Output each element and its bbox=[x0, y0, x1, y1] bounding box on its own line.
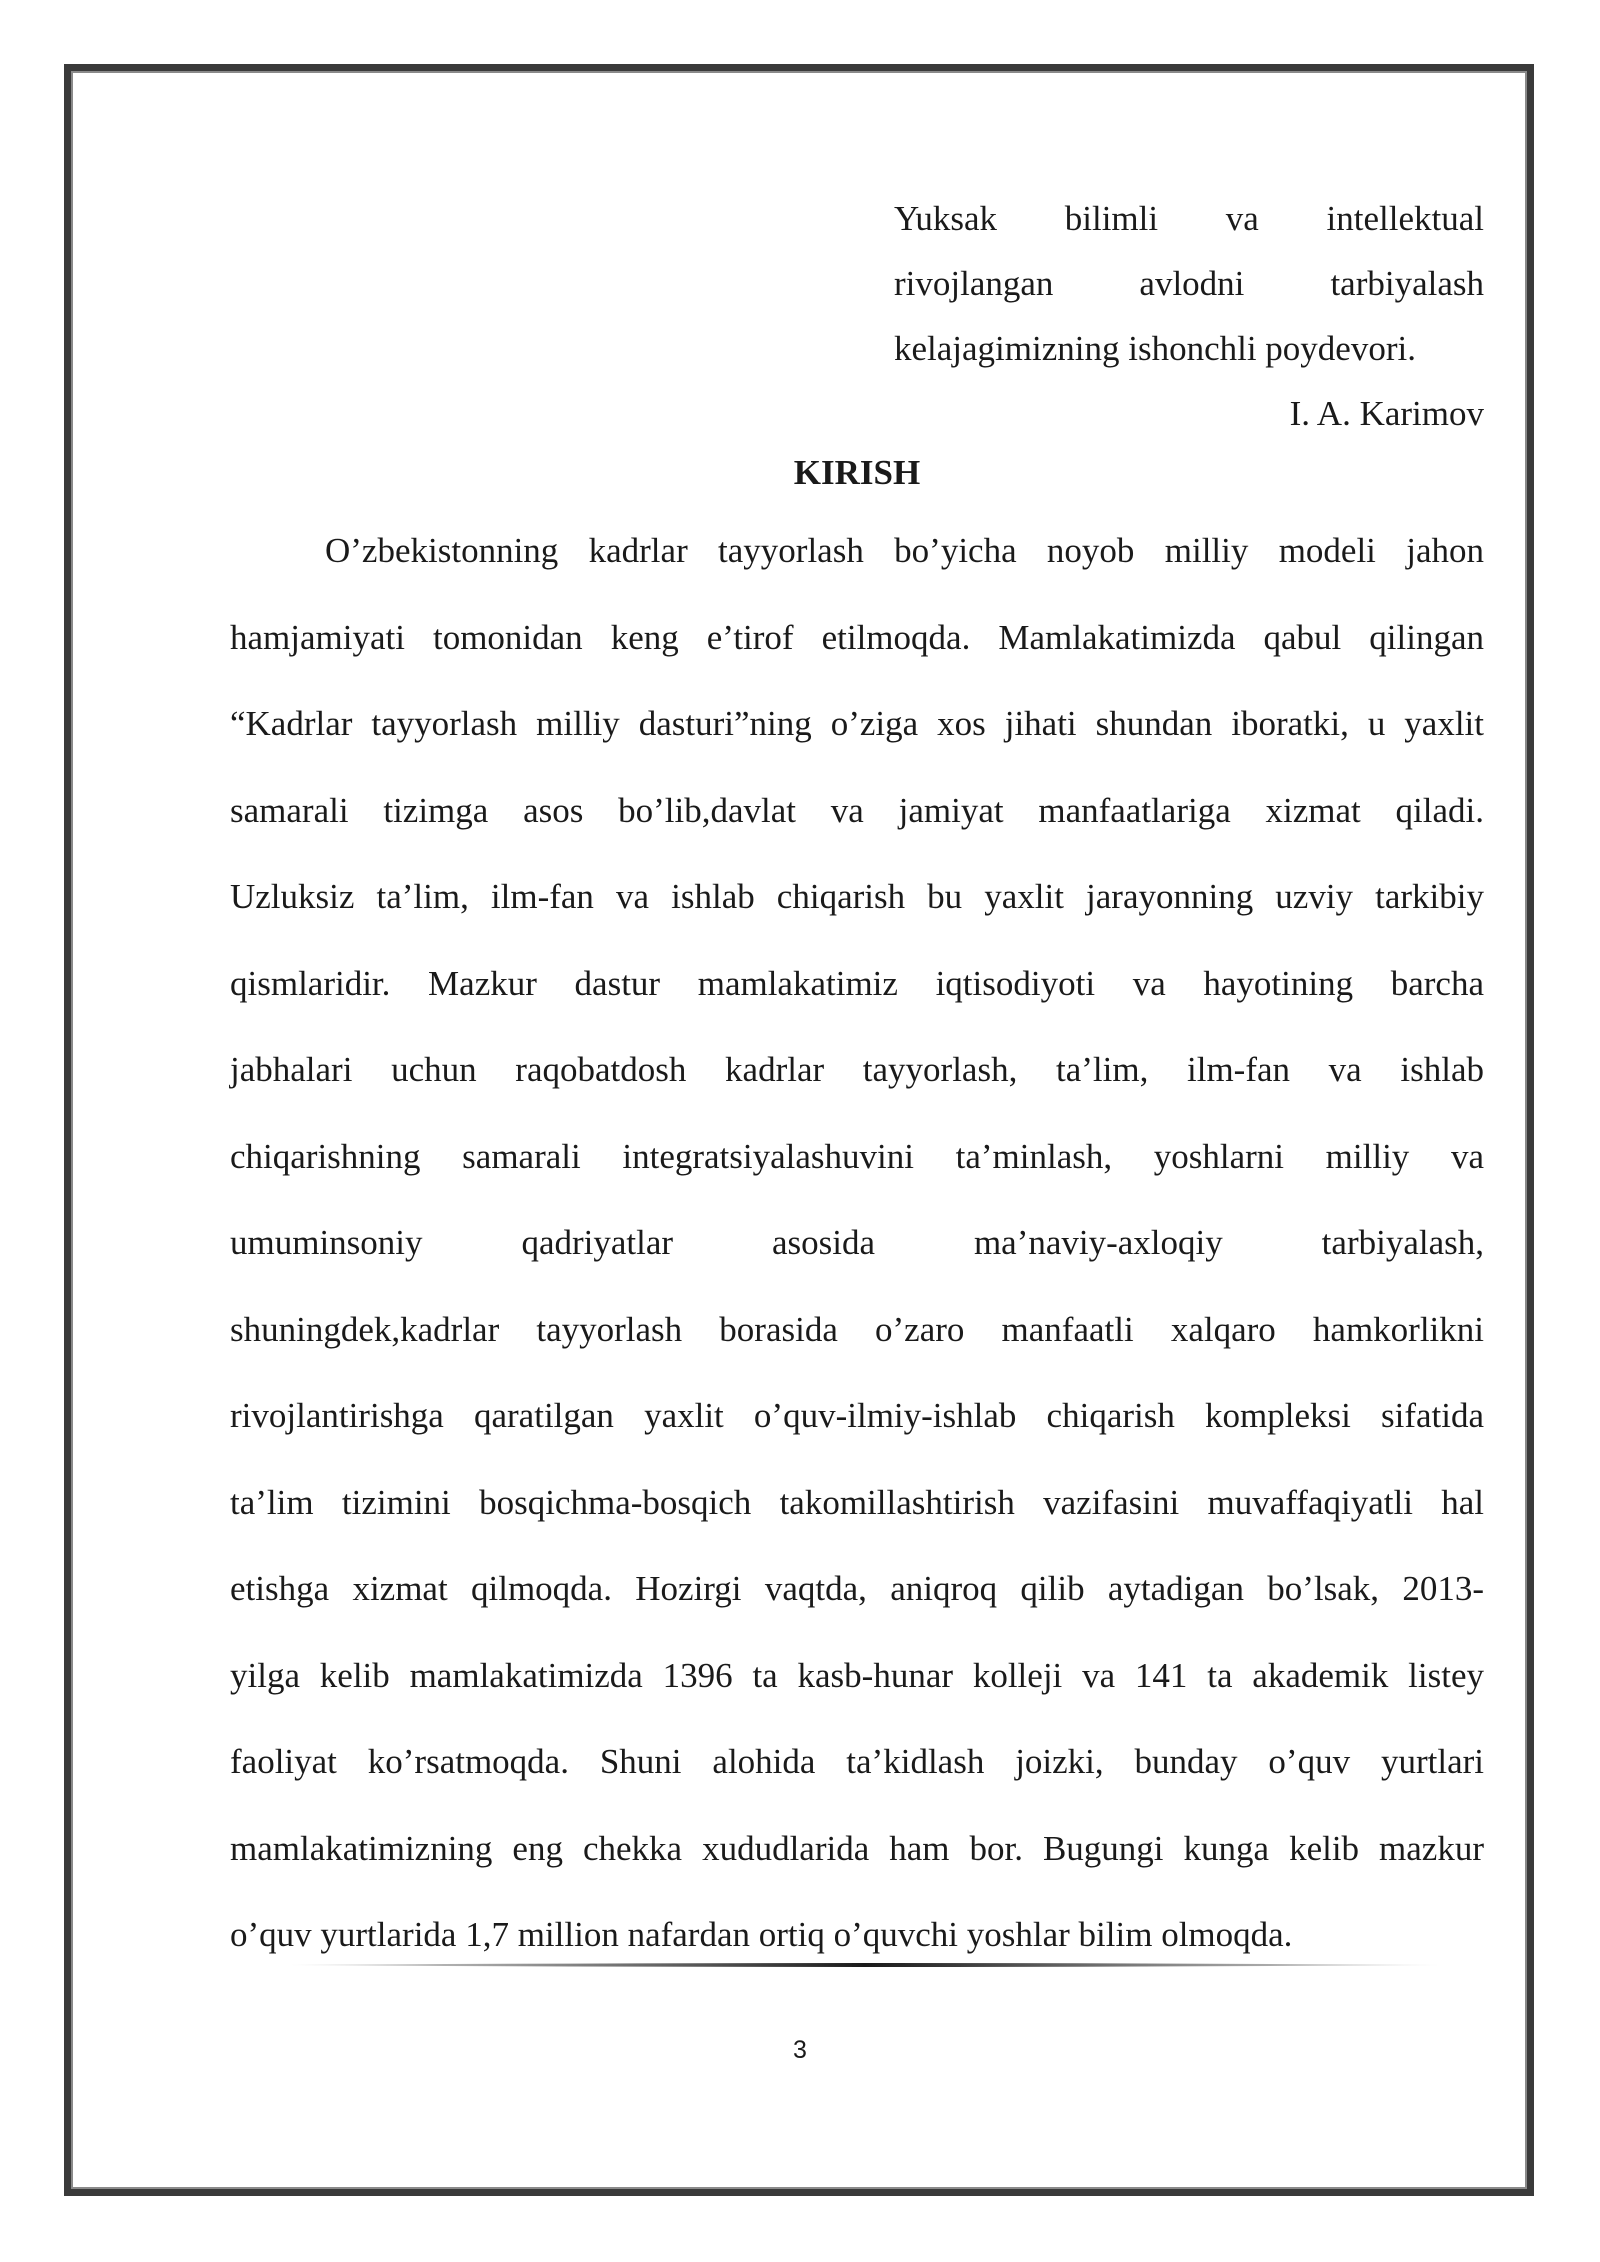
footer-divider bbox=[290, 1962, 1440, 1968]
body-line: samarali tizimga asos bo’lib,davlat va jamiyat manfaatlariga xizmat qiladi. bbox=[230, 790, 1484, 830]
body-line: o’quv yurtlarida 1,7 million nafardan ortiq o’quvchi yoshlar bilim olmoqda. bbox=[230, 1915, 1293, 1954]
body-line: umuminsoniy qadriyatlar asosida ma’naviy-axloqiy tarbiyalash, bbox=[230, 1223, 1484, 1262]
body-line: faoliyat ko’rsatmoqda. Shuni alohida ta’kidlash joizki, bunday o’quv yurtlari bbox=[230, 1742, 1484, 1781]
section-heading: KIRISH bbox=[793, 453, 921, 492]
page-number: 3 bbox=[793, 2036, 807, 2064]
body-line: O’zbekistonning kadrlar tayyorlash bo’yicha noyob milliy modeli jahon bbox=[325, 531, 1484, 570]
epigraph-author: I. A. Karimov bbox=[1289, 394, 1484, 433]
body-line: shuningdek,kadrlar tayyorlash borasida o’zaro manfaatli xalqaro hamkorlikni bbox=[230, 1309, 1484, 1349]
body-line: yilga kelib mamlakatimizda 1396 ta kasb-hunar kolleji va 141 ta akademik listey bbox=[230, 1655, 1484, 1695]
epigraph-line: kelajagimizning ishonchli poydevori. bbox=[894, 329, 1416, 368]
body-line: ta’lim tizimini bosqichma-bosqich takomillashtirish vazifasini muvaffaqiyatli hal bbox=[230, 1482, 1484, 1522]
body-line: Uzluksiz ta’lim, ilm-fan va ishlab chiqarish bu yaxlit jarayonning uzviy tarkibiy bbox=[230, 877, 1484, 916]
epigraph-line: Yuksak bilimli va intellektual bbox=[894, 199, 1484, 238]
body-line: mamlakatimizning eng chekka xududlarida ham bor. Bugungi kunga kelib mazkur bbox=[230, 1828, 1484, 1868]
epigraph-line: rivojlangan avlodni tarbiyalash bbox=[894, 264, 1484, 303]
body-line: jabhalari uchun raqobatdosh kadrlar tayyorlash, ta’lim, ilm-fan va ishlab bbox=[230, 1050, 1484, 1089]
body-paragraph bbox=[230, 508, 1484, 1979]
body-line: etishga xizmat qilmoqda. Hozirgi vaqtda, aniqroq qilib aytadigan bo’lsak, 2013- bbox=[230, 1569, 1484, 1608]
body-line: chiqarishning samarali integratsiyalashuvini ta’minlash, yoshlarni milliy va bbox=[230, 1136, 1484, 1176]
body-line: qismlaridir. Mazkur dastur mamlakatimiz iqtisodiyoti va hayotining barcha bbox=[230, 963, 1484, 1003]
epigraph bbox=[894, 186, 1484, 381]
body-line: “Kadrlar tayyorlash milliy dasturi”ning o’ziga xos jihati shundan iboratki, u yaxlit bbox=[230, 704, 1484, 743]
body-line: rivojlantirishga qaratilgan yaxlit o’quv-ilmiy-ishlab chiqarish kompleksi sifatida bbox=[230, 1396, 1484, 1435]
body-line: hamjamiyati tomonidan keng e’tirof etilmoqda. Mamlakatimizda qabul qilingan bbox=[230, 617, 1484, 657]
